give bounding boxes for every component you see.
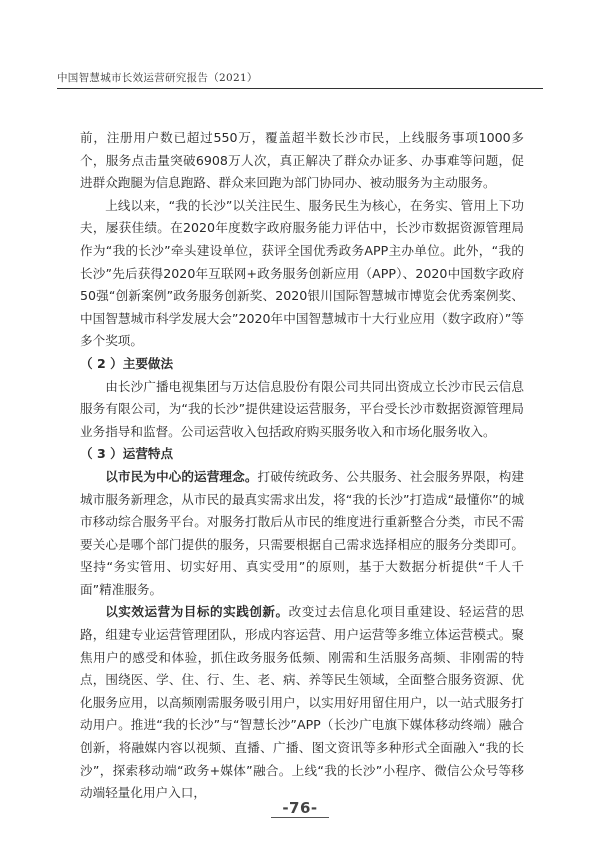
paragraph-4-text: 打破传统政务、公共服务、社会服务界限，构建城市服务新理念，从市民的最真实需求出发，将“我的长沙”打造成“最懂你”的城市移动综合服务平台。对服务打散后从市民的维度进行重新整合分类，市民不需要关心是哪个部门提供的服务，只需要根据自己需求选择相应的服务分类即可。坚持“务实管用、切实好用、真实受用”的原则，基于大数据分析提供“千人千面”精准服务。 (80, 468, 525, 597)
header-divider (57, 88, 543, 89)
paragraph-4 (80, 466, 524, 602)
paragraph-4-lead: 以市民为中心的运营理念。 (105, 468, 258, 484)
paragraph-3: 由长沙广播电视集团与万达信息股份有限公司共同出资成立长沙市民云信息服务有限公司，为“我的长沙”提供建设运营服务，平台受长沙市数据资源管理局业务指导和监督。公司运营收入包括政府购买服务收入和市场化服务收入。 (80, 378, 524, 439)
paragraph-5-lead: 以实效运营为目标的实践创新。 (105, 604, 289, 620)
section-heading-2: （ 2 ）主要做法 (80, 355, 174, 371)
page-number: -76- (282, 799, 318, 817)
running-header: 中国智慧城市长效运营研究报告（2021） (57, 72, 258, 84)
paragraph-1: 前，注册用户数已超过550万，覆盖超半数长沙市民，上线服务事项1000多个，服务点击量突破6908万人次，真正解决了群众办证多、办事难等问题，促进群众跑腿为信息跑路、群众来回跑为部门协同办、被动服务为主动服务。 (80, 130, 524, 191)
page-number-underline (271, 817, 329, 818)
paragraph-2: 上线以来，“我的长沙”以关注民生、服务民生为核心，在务实、管用上下功夫，屡获佳绩。在2020年度数字政府服务能力评估中，长沙市数据资源管理局作为“我的长沙”牵头建设单位，获评全国优秀政务APP主办单位。此外，“我的长沙”先后获得2020年互联网+政务服务创新应用（APP）、2020中国数字政府50强“创新案例”政务服务创新奖、2020银川国际智慧城市博览会优秀案例奖、中国智慧城市科学发展大会”2020年中国智慧城市十大行业应用（数字政府）”等多个奖项。 (80, 197, 524, 349)
section-heading-3: （ 3 ）运营特点 (80, 446, 174, 462)
body-text (80, 127, 524, 805)
paragraph-5 (80, 601, 524, 804)
paragraph-5-text: 改变过去信息化项目重建设、轻运营的思路，组建专业运营管理团队，形成内容运营、用户运营等多维立体运营模式。聚焦用户的感受和体验，抓住政务服务低频、刚需和生活服务高频、非刚需的特点，围绕医、学、住、行、生、老、病、养等民生领域，全面整合服务资源、优化服务应用，以高频刚需服务吸引用户，以实用好用留住用户，以一站式服务打动用户。推进“我的长沙”与“智慧长沙”APP（长沙广电旗下媒体移动终端）融合创新，将融媒内容以视频、直播、广播、图文资讯等多种形式全面融入“我的长沙”，探索移动端“政务+媒体”融合。上线“我的长沙”小程序、微信公众号等移动端轻量化用户入口， (80, 604, 525, 801)
